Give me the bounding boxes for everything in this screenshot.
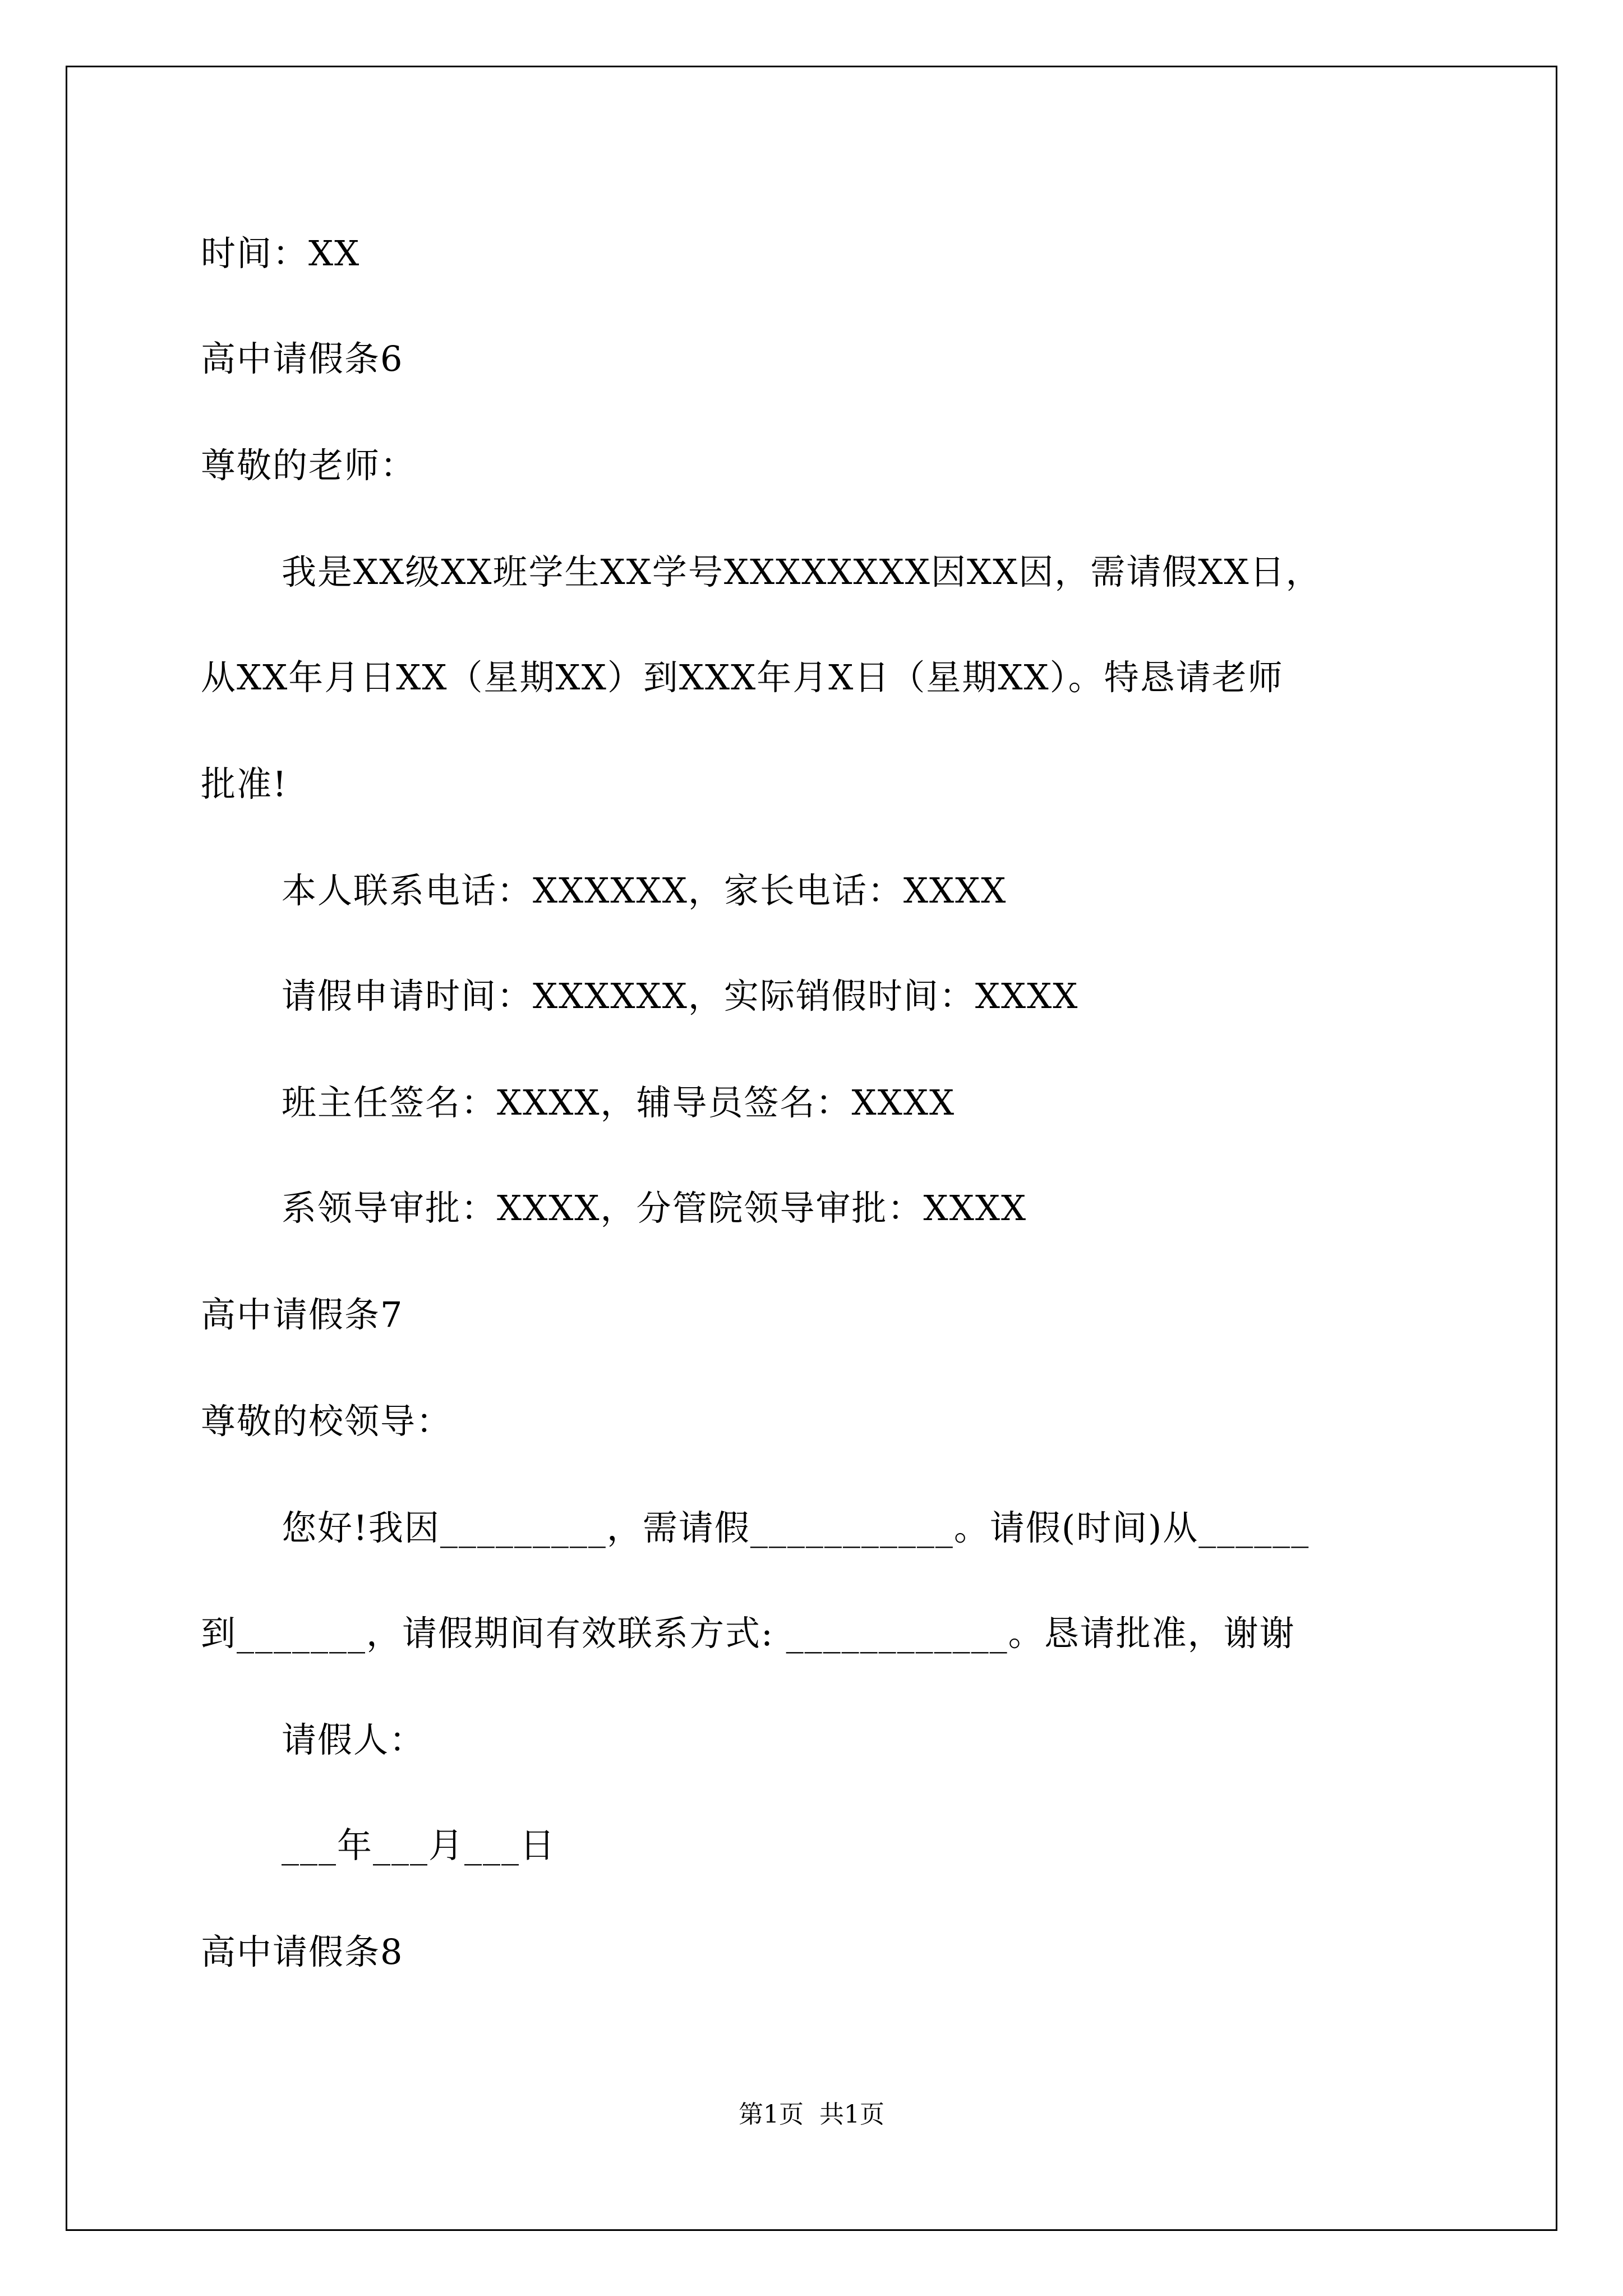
page-footer: 第1页 共1页 — [739, 2100, 884, 2129]
time-line: 时间：XX — [201, 233, 361, 274]
page-border — [66, 66, 1557, 2231]
applicant-line: 请假人： — [282, 1719, 426, 1760]
leave-time-line: 请假申请时间：XXXXXX，实际销假时间：XXXX — [282, 976, 1079, 1016]
body-paragraph-line-3: 批准! — [201, 763, 288, 804]
signature-line: 班主任签名：XXXX，辅导员签名：XXXX — [282, 1082, 956, 1123]
form-paragraph-line-1: 您好!我因_________，需请假___________。请假(时间)从______ — [282, 1507, 1310, 1548]
section-heading-6: 高中请假条6 — [201, 338, 404, 379]
date-line: ___年___月___日 — [282, 1825, 556, 1866]
salutation-teacher: 尊敬的老师： — [201, 445, 417, 486]
form-paragraph-line-2: 到_______，请假期间有效联系方式: ____________。恳请批准，谢谢 — [201, 1613, 1295, 1654]
salutation-school-leader: 尊敬的校领导： — [201, 1401, 453, 1442]
approval-line: 系领导审批：XXXX，分管院领导审批：XXXX — [282, 1188, 1027, 1228]
body-paragraph-line-1: 我是XX级XX班学生XX学号XXXXXXXX因XX因，需请假XX日， — [282, 551, 1322, 592]
section-heading-8: 高中请假条8 — [201, 1931, 404, 1972]
section-heading-7: 高中请假条7 — [201, 1294, 404, 1335]
body-paragraph-line-2: 从XX年月日XX（星期XX）到XXX年月X日（星期XX）。特恳请老师 — [201, 657, 1284, 698]
contact-phone-line: 本人联系电话：XXXXXX，家长电话：XXXX — [282, 870, 1007, 911]
